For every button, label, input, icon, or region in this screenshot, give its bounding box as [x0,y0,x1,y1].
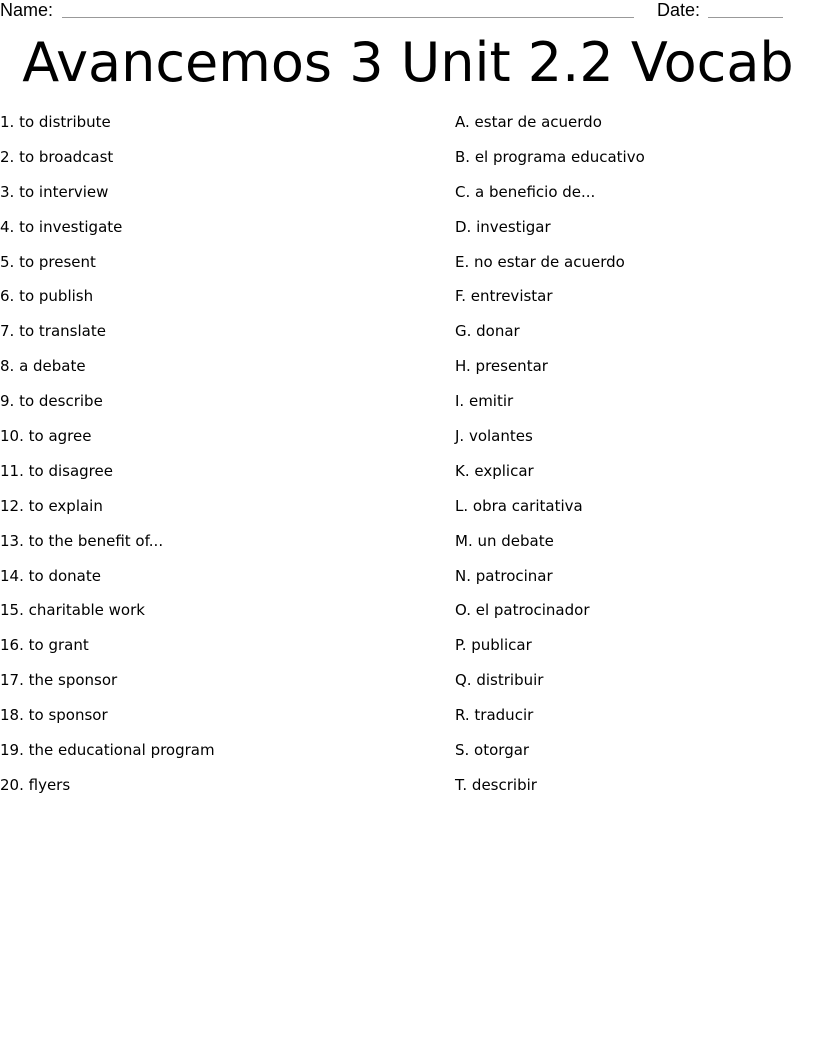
definition-item: A. estar de acuerdo [455,113,602,131]
name-label: Name: [0,0,54,20]
term-item: 5. to present [0,252,96,271]
definition-item: G. donar [455,322,520,341]
term-item: 7. to translate [0,322,106,341]
worksheet-title: Avancemos 3 Unit 2.2 Vocab [22,31,794,94]
worksheet-header [0,0,816,22]
definition-item: R. traducir [455,706,534,725]
definition-item: E. no estar de acuerdo [455,252,625,271]
definition-item: B. el programa educativo [455,147,645,166]
term-item: 15. charitable work [0,601,145,620]
term-item: 10. to agree [0,427,92,446]
term-item: 11. to disagree [0,461,113,480]
term-item: 8. a debate [0,357,86,376]
term-item: 3. to interview [0,182,109,201]
term-item: 9. to describe [0,392,103,411]
name-blank-line [62,17,634,18]
term-item: 4. to investigate [0,217,123,236]
definition-item: C. a beneficio de... [455,182,596,201]
definition-list [455,111,815,809]
definition-item: F. entrevistar [455,287,553,306]
term-item: 20. flyers [0,775,71,794]
term-item: 12. to explain [0,496,103,515]
definition-item: I. emitir [455,392,514,411]
term-list [0,111,440,809]
definition-item: T. describir [455,775,537,794]
date-label: Date: [657,0,701,20]
date-blank-line [708,17,783,18]
term-item: 16. to grant [0,636,89,655]
definition-item: D. investigar [455,217,551,236]
term-item: 1. to distribute [0,113,111,131]
definition-item: M. un debate [455,531,554,550]
definition-item: P. publicar [455,636,532,655]
definition-item: H. presentar [455,357,548,376]
definition-item: O. el patrocinador [455,601,590,620]
term-item: 17. the sponsor [0,671,118,690]
term-item: 18. to sponsor [0,706,108,725]
term-item: 19. the educational program [0,741,215,760]
term-item: 2. to broadcast [0,147,114,166]
term-item: 14. to donate [0,566,101,585]
definition-item: K. explicar [455,461,534,480]
definition-item: N. patrocinar [455,566,553,585]
term-item: 6. to publish [0,287,94,306]
definition-item: S. otorgar [455,741,530,760]
definition-item: J. volantes [455,427,533,446]
definition-item: L. obra caritativa [455,496,583,515]
definition-item: Q. distribuir [455,671,544,690]
term-item: 13. to the benefit of... [0,531,164,550]
